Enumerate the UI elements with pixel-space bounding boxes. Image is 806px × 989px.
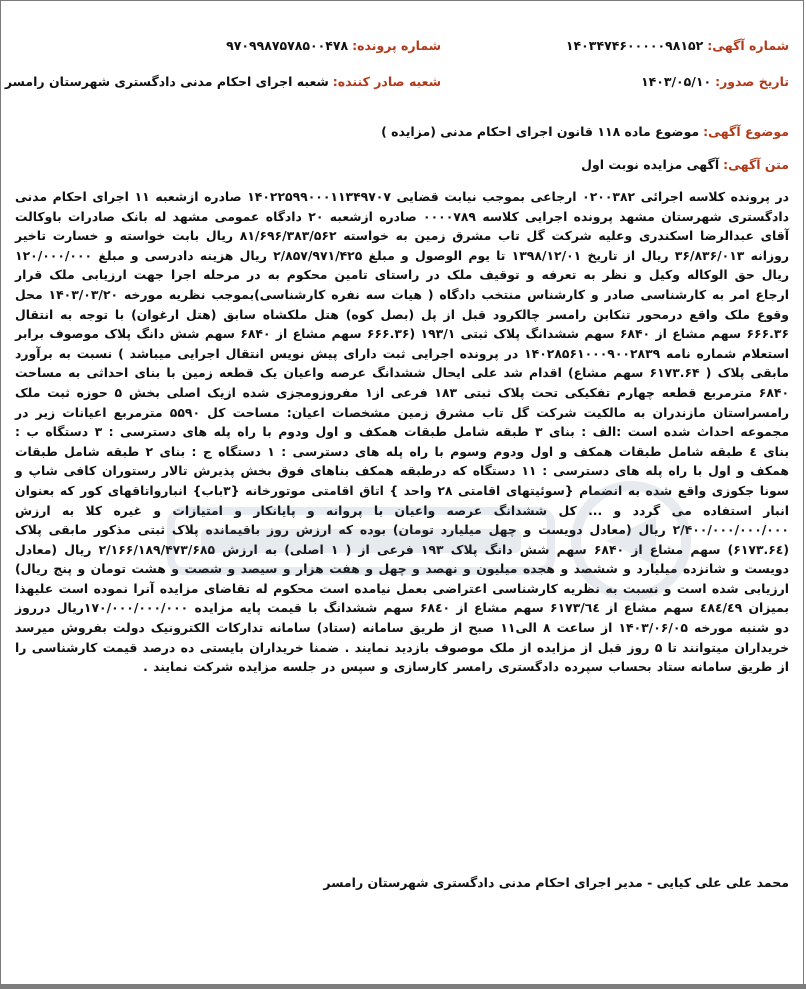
signature: محمد علی علی کیایی - مدیر اجرای احکام مدنی دادگستری شهرستان رامسر <box>323 875 789 890</box>
issuer-row <box>5 74 441 90</box>
intro-label: متن آگهی: <box>723 157 789 172</box>
file-number-row <box>226 38 441 54</box>
intro-row <box>581 157 789 173</box>
intro-text: آگهی مزایده نوبت اول <box>581 157 720 172</box>
notice-number-row <box>566 38 789 54</box>
notice-number: ۱۴۰۳۴۷۴۶۰۰۰۰۰۹۸۱۵۲ <box>565 38 704 53</box>
file-number: ۹۷۰۹۹۸۷۵۷۸۵۰۰۴۷۸ <box>226 38 349 53</box>
notice-body: در پرونده کلاسه اجرائی ۰۲۰۰۳۸۲ ارجاعی بموجب نیابت قضایی ۱۴۰۲۲۵۹۹۰۰۰۱۱۳۴۹۷۰۷ صادره ازشعبه ۱۱ اجرای احکام مدنی دادگستری شهرستان مشهد پرونده اجرایی کلاسه ۰۰۰۰۷۸۹ صادره ازشعبه ۲۰ دادگاه عمومی مشهد له بانک صادرات باوکالت آقای عبدالرضا اسکندری وعلیه شرکت گل تاب مشرق زمین به خواسته ۸۱/۶۹۶/۳۸۳/۵۶۲ ریال بابت خواسته و خسارت تاخیر روزانه ۳۶/۸۳۶/۰۱۳ ریال از تاریخ ۱۳۹۸/۱۲/۰۱ تا یوم الوصول و مبلغ ۲/۸۵۷/۹۷۱/۴۲۵ ریال هزینه دادرسی و مبلغ ۱۲۰/۰۰۰/۰۰۰ ریال حق الوکاله وکیل و نظر به تعرفه و توقیف ملک در راستای تامین محکوم به در مرحله اجرا جهت ارزیابی ملک قرار ارجاع امر به کارشناسی صادر و کارشناس منتخب دادگاه ( هیات سه نفره کارشناسی)بموجب نظریه مورخه ۱۴۰۳/۰۳/۲۰ محل وقوع ملک واقع درمحور تنکابن رامسر چالکرود قبل از پل (بصل کوه) هتل ملکشاه سابق (هتل ارغوان) با توجه به انتقال ۶۶۶.۳۶ سهم مشاع از ۶۸۴۰ سهم ششدانگ پلاک ثبتی ۱۹۳/۱ (۶۶۶.۳۶ سهم مشاع از ۶۸۴۰ سهم شش دانگ پلاک موصوف برابر استعلام شماره نامه ۱۴۰۲۸۵۶۱۰۰۰۹۰۰۲۸۳۹ در پرونده اجرایی ثبت دارای پیش نویس انتقال اجرایی میباشد ) نسبت به برآورد مابقی پلاک ( ۶۱۷۳.۶۴ سهم مشاع) اقدام شد علی ایحال ششدانگ عرصه واعیان یک قطعه زمین با بنای احداثی به مساحت ۶۸۴۰ مترمربع قطعه چهارم تفکیکی تحت پلاک ثبتی ۱۸۳ فرعی از۱ مفروزومجزی شده ازیک اصلی بخش ۵ حوزه ثبت ملک رامسراستان مازندران به مالکیت شرکت گل تاب مشرق زمین مشخصات اعیان: مساحت کل ۵۵۹۰ مترمربع اعیانات زیر در مجموعه احداث شده است :الف : بنای ۳ طبقه شامل طبقات همکف و اول ودوم با راه پله های دسترسی : ۳ دستگاه ب : بنای ٤ طبقه شامل طبقات همکف و اول ودوم وسوم با راه پله های دسترسی : ۱ دستگاه ج : بنای ۲ طبقه شامل طبقات همکف و اول با راه پله های دسترسی : ۱۱ دستگاه که درطبقه همکف بناهای فوق بخش پذیرش تالار رستوران کافی شاپ و سونا جکوزی واقع شده به انضمام {سوئیتهای اقامتی ۲۸ واحد } اتاق اقامتی موتورخانه {۳باب} انبارواتاقهای کور که بعنوان انبار استفاده می گردد و ... کل ششدانگ عرصه واعیان با پروانه و پایانکار و امتیازات و غیره کلا به ارزش ۲/۴۰۰/۰۰۰/۰۰۰/۰۰۰ ریال (معادل دویست و چهل میلیارد تومان) بوده که ارزش روز باقیمانده پلاک ثبتی مذکور مابقی پلاک (۶۱۷۳.۶٤) سهم مشاع از ۶۸۴۰ سهم شش دانگ پلاک ۱۹۳ فرعی از ( ۱ اصلی) به ارزش ۲/۱۶۶/۱۸۹/۴۷۳/۶۸۵ ریال (معادل دویست و شانزده میلیارد و ششصد و هجده میلیون و نهصد و چهل و هفت هزار و سیصد و شصت و هشت تومان و پنج ریال) ارزیابی شده است و نسبت به نظریه کارشناسی اعتراضی بعمل نیامده است محکوم له تقاضای مزایده آنرا نموده است علیهذا بمیزان ٤۸٤/٤۹ سهم مشاع از ۶۱۷۳/٦٤ سهم مشاع از ۶۸٤۰ سهم ششدانگ با قیمت پایه مزایده ۱۷۰/۰۰۰/۰۰۰/۰۰۰ریال درروز دو شنبه مورخه ۱۴۰۳/۰۶/۰۵ از ساعت ۸ الی۱۱ صبح از طریق سامانه (ستاد) سامانه تدارکات الکترونیک دولت بفروش میرسد خریداران میتوانند تا ۵ روز قبل از مزایده از ملک موصوف بازدید نمایند . ضمنا خریداران بایستی ده درصد قیمت کارشناسی را از طریق سامانه ستاد بحساب سپرده دادگستری رامسر کارسازی و سپس در جلسه مزایده شرکت نمایند . <box>15 189 790 675</box>
issue-date: ۱۴۰۳/۰۵/۱۰ <box>640 74 712 89</box>
subject-label: موضوع آگهی: <box>703 124 789 139</box>
subject-row <box>381 124 789 140</box>
issuer-label: شعبه صادر کننده: <box>332 74 441 89</box>
bottom-bar <box>0 984 806 989</box>
issuer: شعبه اجرای احکام مدنی دادگستری شهرستان رامسر <box>4 74 329 89</box>
subject-text: موضوع ماده ۱۱۸ قانون اجرای احکام مدنی (مزایده ) <box>381 124 700 139</box>
file-number-label: شماره پرونده: <box>352 38 441 53</box>
notice-number-label: شماره آگهی: <box>707 38 789 53</box>
issue-date-row <box>641 74 789 90</box>
issue-date-label: تاریخ صدور: <box>715 74 789 89</box>
